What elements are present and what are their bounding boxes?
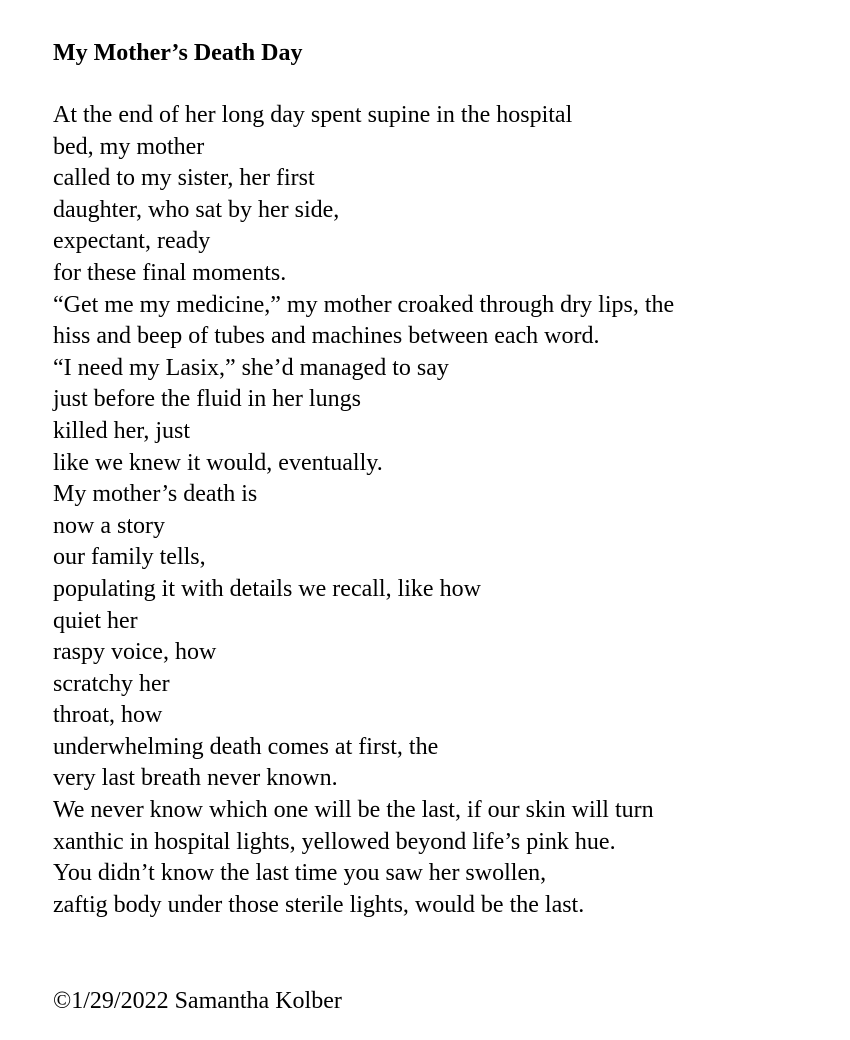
poem-line: quiet her (53, 607, 138, 634)
poem-line: killed her, just (53, 417, 191, 444)
poem-line: hiss and beep of tubes and machines between each word. (53, 323, 600, 350)
poem-line: throat, how (53, 702, 163, 729)
poem-line: zaftig body under those sterile lights, would be the last. (53, 891, 585, 918)
poem-line: At the end of her long day spent supine in the hospital (53, 102, 573, 128)
poem-line: xanthic in hospital lights, yellowed beyond life’s pink hue. (53, 828, 616, 855)
poem-body (53, 100, 674, 921)
poem-line: like we knew it would, eventually. (53, 449, 383, 476)
poem-line: bed, my mother (53, 133, 205, 160)
copyright-notice: ©1/29/2022 Samantha Kolber (53, 988, 342, 1014)
poem-line: raspy voice, how (53, 639, 217, 666)
poem-line: just before the fluid in her lungs (53, 386, 361, 413)
poem-line: “Get me my medicine,” my mother croaked through dry lips, the (53, 291, 675, 318)
poem-line: very last breath never known. (53, 765, 338, 792)
poem-line: populating it with details we recall, like how (53, 575, 481, 602)
poem-line: our family tells, (53, 544, 206, 571)
poem-line: expectant, ready (53, 228, 211, 255)
poem-line: We never know which one will be the last, if our skin will turn (53, 797, 654, 824)
poem-title: My Mother’s Death Day (53, 40, 303, 66)
poem-line: scratchy her (53, 670, 170, 697)
poem-line: My mother’s death is (53, 481, 258, 508)
poem-line: for these final moments. (53, 259, 287, 286)
poem-line: You didn’t know the last time you saw her swollen, (53, 860, 547, 887)
poem-line: underwhelming death comes at first, the (53, 733, 439, 760)
poem-line: called to my sister, her first (53, 165, 315, 192)
poem-line: daughter, who sat by her side, (53, 196, 340, 223)
poem-line: now a story (53, 512, 165, 539)
poem-line: “I need my Lasix,” she’d managed to say (53, 354, 449, 381)
